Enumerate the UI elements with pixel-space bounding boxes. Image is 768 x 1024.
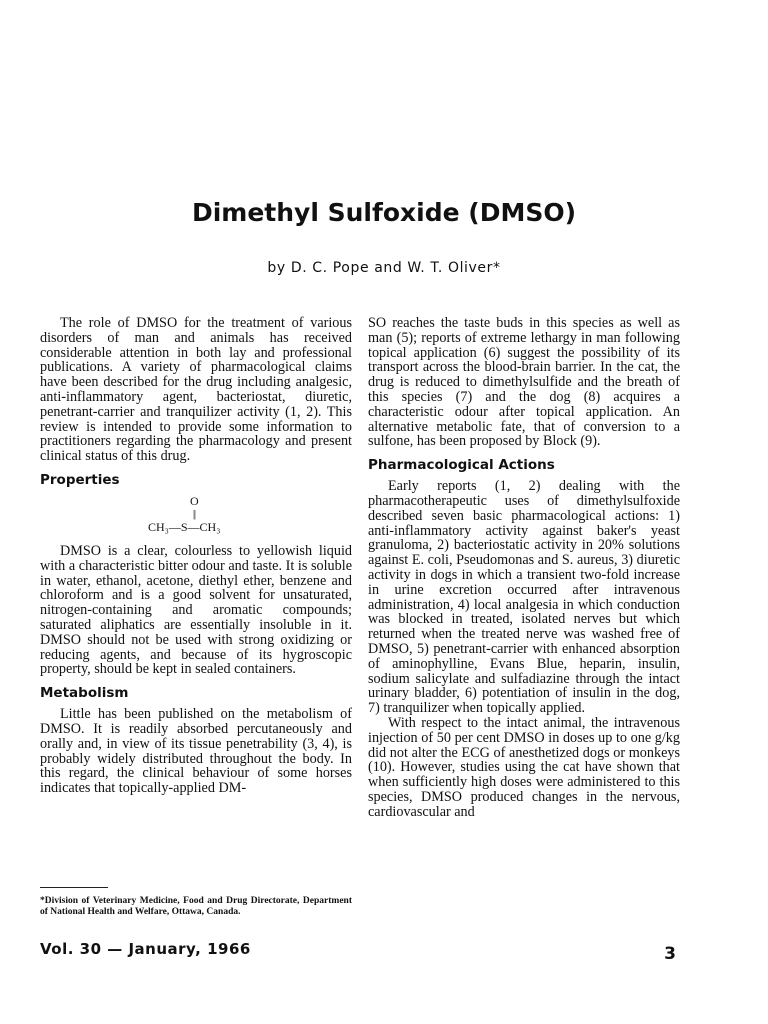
formula-double-bond: || bbox=[193, 508, 196, 520]
metabolism-paragraph: Little has been published on the metabolism of DMSO. It is readily absorbed percutaneously and orally and, in view of its tissue penetrability (3, 4), is probably widely distributed throughout the body. In this regard, the clinical behaviour of some horses indicates that topically-applied DM- bbox=[40, 706, 352, 797]
properties-heading: Properties bbox=[40, 471, 120, 488]
right-column bbox=[368, 316, 680, 820]
footnote-divider bbox=[40, 887, 108, 888]
page-number: 3 bbox=[664, 944, 676, 964]
intro-paragraph: The role of DMSO for the treatment of various disorders of man and animals has received considerable attention in both lay and professional publications. A variety of pharmacological claims have been described for the drug including analgesic, anti-inflammatory agent, bacteriostat, diuretic, penetrant-carrier and tranquilizer activity (1, 2). This review is intended to provide some information to practitioners regarding the pharmacology and present clinical status of this drug. bbox=[40, 315, 352, 465]
author-affiliation-footnote: *Division of Veterinary Medicine, Food and Drug Directorate, Department of National Health and Welfare, Ottawa, Canada. bbox=[40, 896, 352, 917]
dmso-structural-formula bbox=[40, 494, 352, 542]
pharmacology-paragraph-1: Early reports (1, 2) dealing with the pharmacotherapeutic uses of dimethylsulfoxide described seven basic pharmacological actions: 1) anti-inflammatory activity against baker's yeast granuloma, 2) bacteriostatic activity in 20% solutions against E. coli, Pseudomonas and S. aureus, 3) diuretic activity in dogs in which a transient two-fold increase in urine excretion occurred after intravenous administration, 4) local analgesia in which conduction was blocked in treated, isolated nerves but which returned when the treated nerve was washed free of DMSO, 5) penetrant-carrier with enhanced absorption of aminophylline, Evans Blue, heparin, insulin, sodium salicylate and sulfadiazine through the intact urinary bladder, 6) potentiation of insulin in the dog, 7) tranquilizer when topically applied. bbox=[368, 478, 680, 717]
formula-oxygen: O bbox=[190, 493, 199, 508]
metabolism-heading: Metabolism bbox=[40, 685, 129, 702]
metabolism-continued-paragraph: SO reaches the taste buds in this species as well as man (5); reports of extreme lethargy in man following topical application (6) suggest the possibility of its transport across the blood-brain barrier. In the cat, the drug is reduced to dimethylsulfide and the breath of this species (7) and the dog (8) acquires a characteristic odour after topical application. An alternative metabolic fate, that of conversion to a sulfone, has been proposed by Block (9). bbox=[368, 315, 680, 450]
volume-footer: Vol. 30 — January, 1966 bbox=[40, 940, 251, 958]
pharmacological-actions-heading: Pharmacological Actions bbox=[368, 457, 555, 474]
pharmacology-paragraph-2: With respect to the intact animal, the intravenous injection of 50 per cent DMSO in doses up to one g/kg did not alter the ECG of anesthetized dogs or monkeys (10). However, studies using the cat have shown that when sufficiently high doses were administered to this species, DMSO produced changes in the nervous, cardiovascular and bbox=[368, 714, 680, 820]
page-title: Dimethyl Sulfoxide (DMSO) bbox=[191, 198, 577, 227]
properties-paragraph: DMSO is a clear, colourless to yellowish liquid with a characteristic bitter odour and taste. It is soluble in water, ethanol, acetone, diethyl ether, benzene and chloroform and is a good solvent for unsaturated, nitrogen-containing and aromatic compounds; saturated aliphatics are essentially insoluble in it. DMSO should not be used with strong oxidizing or reducing agents, and because of its hygroscopic property, should be kept in sealed containers. bbox=[40, 542, 352, 678]
formula-chain: CH₃—S—CH₃ bbox=[148, 519, 221, 534]
author-byline: by D. C. Pope and W. T. Oliver* bbox=[267, 260, 501, 276]
left-column bbox=[40, 316, 352, 796]
